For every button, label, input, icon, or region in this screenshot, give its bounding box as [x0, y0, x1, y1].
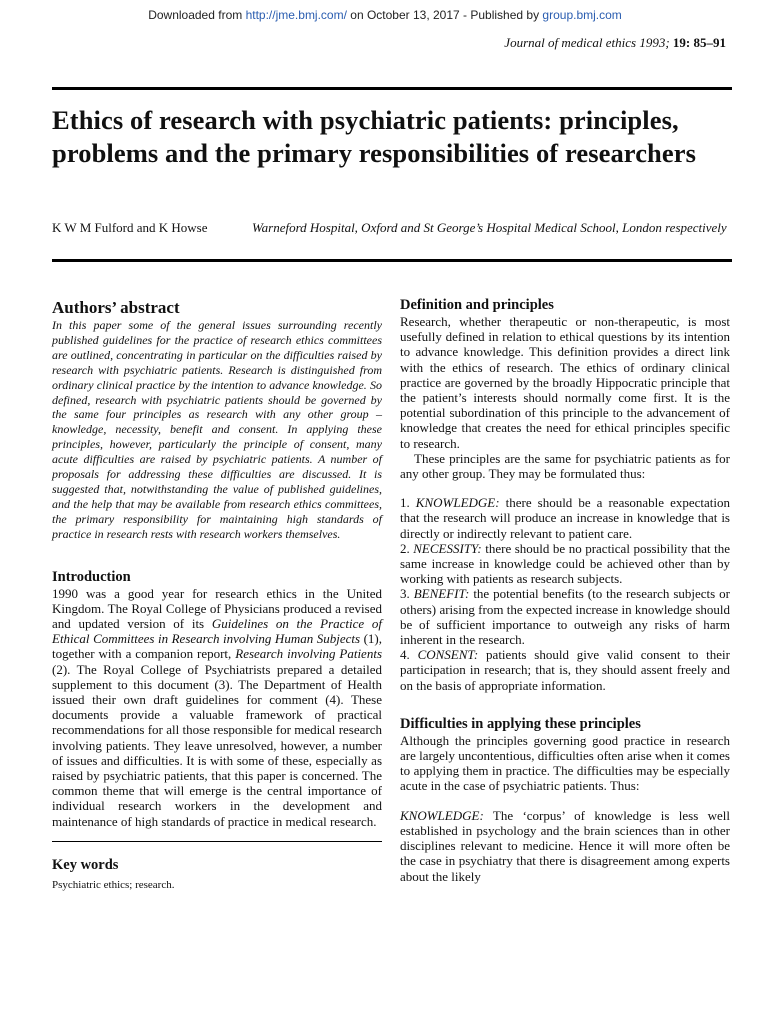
introduction-heading: Introduction — [52, 568, 131, 585]
keywords-rule — [52, 841, 382, 842]
journal-site-link[interactable]: http://jme.bmj.com/ — [245, 8, 347, 22]
journal-reference — [504, 35, 726, 51]
principle-necessity: 2. NECESSITY: there should be no practical possibility that the same increase in knowledge could be achieved other than by working with patients as research subjects. — [400, 540, 730, 587]
download-notice — [0, 8, 770, 22]
difficulties-paragraph-1: Although the principles governing good practice in research are largely uncontentious, difficulties often arise when it comes to applying them in practice. The difficulties may be especially acute in the case of psychiatric patients. Thus: — [400, 732, 730, 794]
abstract-heading: Authors’ abstract — [52, 298, 180, 317]
definition-paragraph-1: Research, whether therapeutic or non-therapeutic, is most usefully defined in relation to ethical questions by its intention to advance knowledge. This definition provides a direct link with the ethics of research. The ethics of ordinary clinical practice are governed by the broadly Hippocratic principle that the patient’s interests should normally come first. It is the potential subordination of this principle to the advancement of knowledge that creates the need for ethical principles specific to research. — [400, 314, 730, 451]
journal-volume: 19: 85–91 — [669, 35, 726, 50]
authors: K W M Fulford and K Howse — [52, 220, 208, 235]
group-site-link[interactable]: group.bmj.com — [542, 8, 622, 22]
download-prefix: Downloaded from — [148, 8, 246, 22]
principle-knowledge: 1. KNOWLEDGE: there should be a reasonable expectation that the research will produce an increase in knowledge that is directly or indirectly relevant to patient care. — [400, 495, 731, 541]
introduction-paragraph: 1990 was a good year for research ethics in the United Kingdom. The Royal College of Physicians produced a revised and updated version of its Guidelines on the Practice of Ethical Committees in Research involving Human Subjects (1), together with a companion report, Research involving Patients (2). The Royal College of Psychiatrists prepared a detailed supplement to this document (3). The Department of Health issued their own draft guidelines for comment (4). These documents provide a valuable framework of practical recommendations for all those responsible for medical research involving patients. They leave unresolved, however, a number of issues and difficulties. It is with some of these, especially as raised by psychiatric patients, that this paper is concerned. The common theme that will emerge is the central importance of individual research workers in the development and maintenance of high standards of practice in medical research. — [52, 585, 383, 829]
article-title: Ethics of research with psychiatric patients: principles, problems and the primary responsibilities of researchers — [52, 105, 697, 168]
left-column — [52, 298, 382, 893]
journal-name: Journal of medical ethics 1993; — [504, 35, 670, 50]
top-rule — [52, 87, 732, 90]
download-middle: on October 13, 2017 - Published by — [346, 8, 543, 22]
keywords-heading: Key words — [52, 856, 119, 873]
affiliation: Warneford Hospital, Oxford and St George’s Hospital Medical School, London respectively — [252, 220, 727, 235]
definition-paragraph-2: These principles are the same for psychiatric patients as for any other group. They may be formulated thus: — [400, 450, 730, 482]
difficulties-heading: Difficulties in applying these principles — [400, 715, 641, 732]
abstract-text: In this paper some of the general issues surrounding recently published guidelines for the practice of research ethics committees are outlined, concentrating in particular on the difficulties raised by research with psychiatric patients. Research is distinguished from ordinary clinical practice by the intention to advance knowledge. So defined, research with psychiatric patients should be governed by the same four principles as research with any other group – knowledge, necessity, benefit and consent. In applying these principles, however, particularly the principle of consent, many acute difficulties are raised by psychiatric patients. A number of proposals for addressing these difficulties are discussed. It is suggested that, notwithstanding the value of published guidelines, and the help that may be available from research ethics committees, the primary responsibility for maintaining high standards of practice in research rests with research workers themselves. — [52, 318, 382, 541]
header-rule — [52, 259, 732, 262]
principle-consent: 4. CONSENT: patients should give valid consent to their participation in research; that is, they should assent freely and on the basis of appropriate information. — [400, 647, 730, 693]
right-column — [400, 296, 730, 884]
definition-heading: Definition and principles — [400, 297, 554, 313]
difficulties-paragraph-2: KNOWLEDGE: The ‘corpus’ of knowledge is less well established in psychology and the brain sciences than in other disciplines relevant to medicine. Hence it will more often be the case in psychiatry that there is disagreement among experts about the likely — [400, 807, 730, 884]
principle-benefit: 3. BENEFIT: the potential benefits (to the research subjects or others) arising from the expected increase in knowledge should be of sufficient importance to outweigh any risks of harm inherent in the research. — [400, 586, 731, 648]
keywords-text: Psychiatric ethics; research. — [52, 878, 175, 891]
